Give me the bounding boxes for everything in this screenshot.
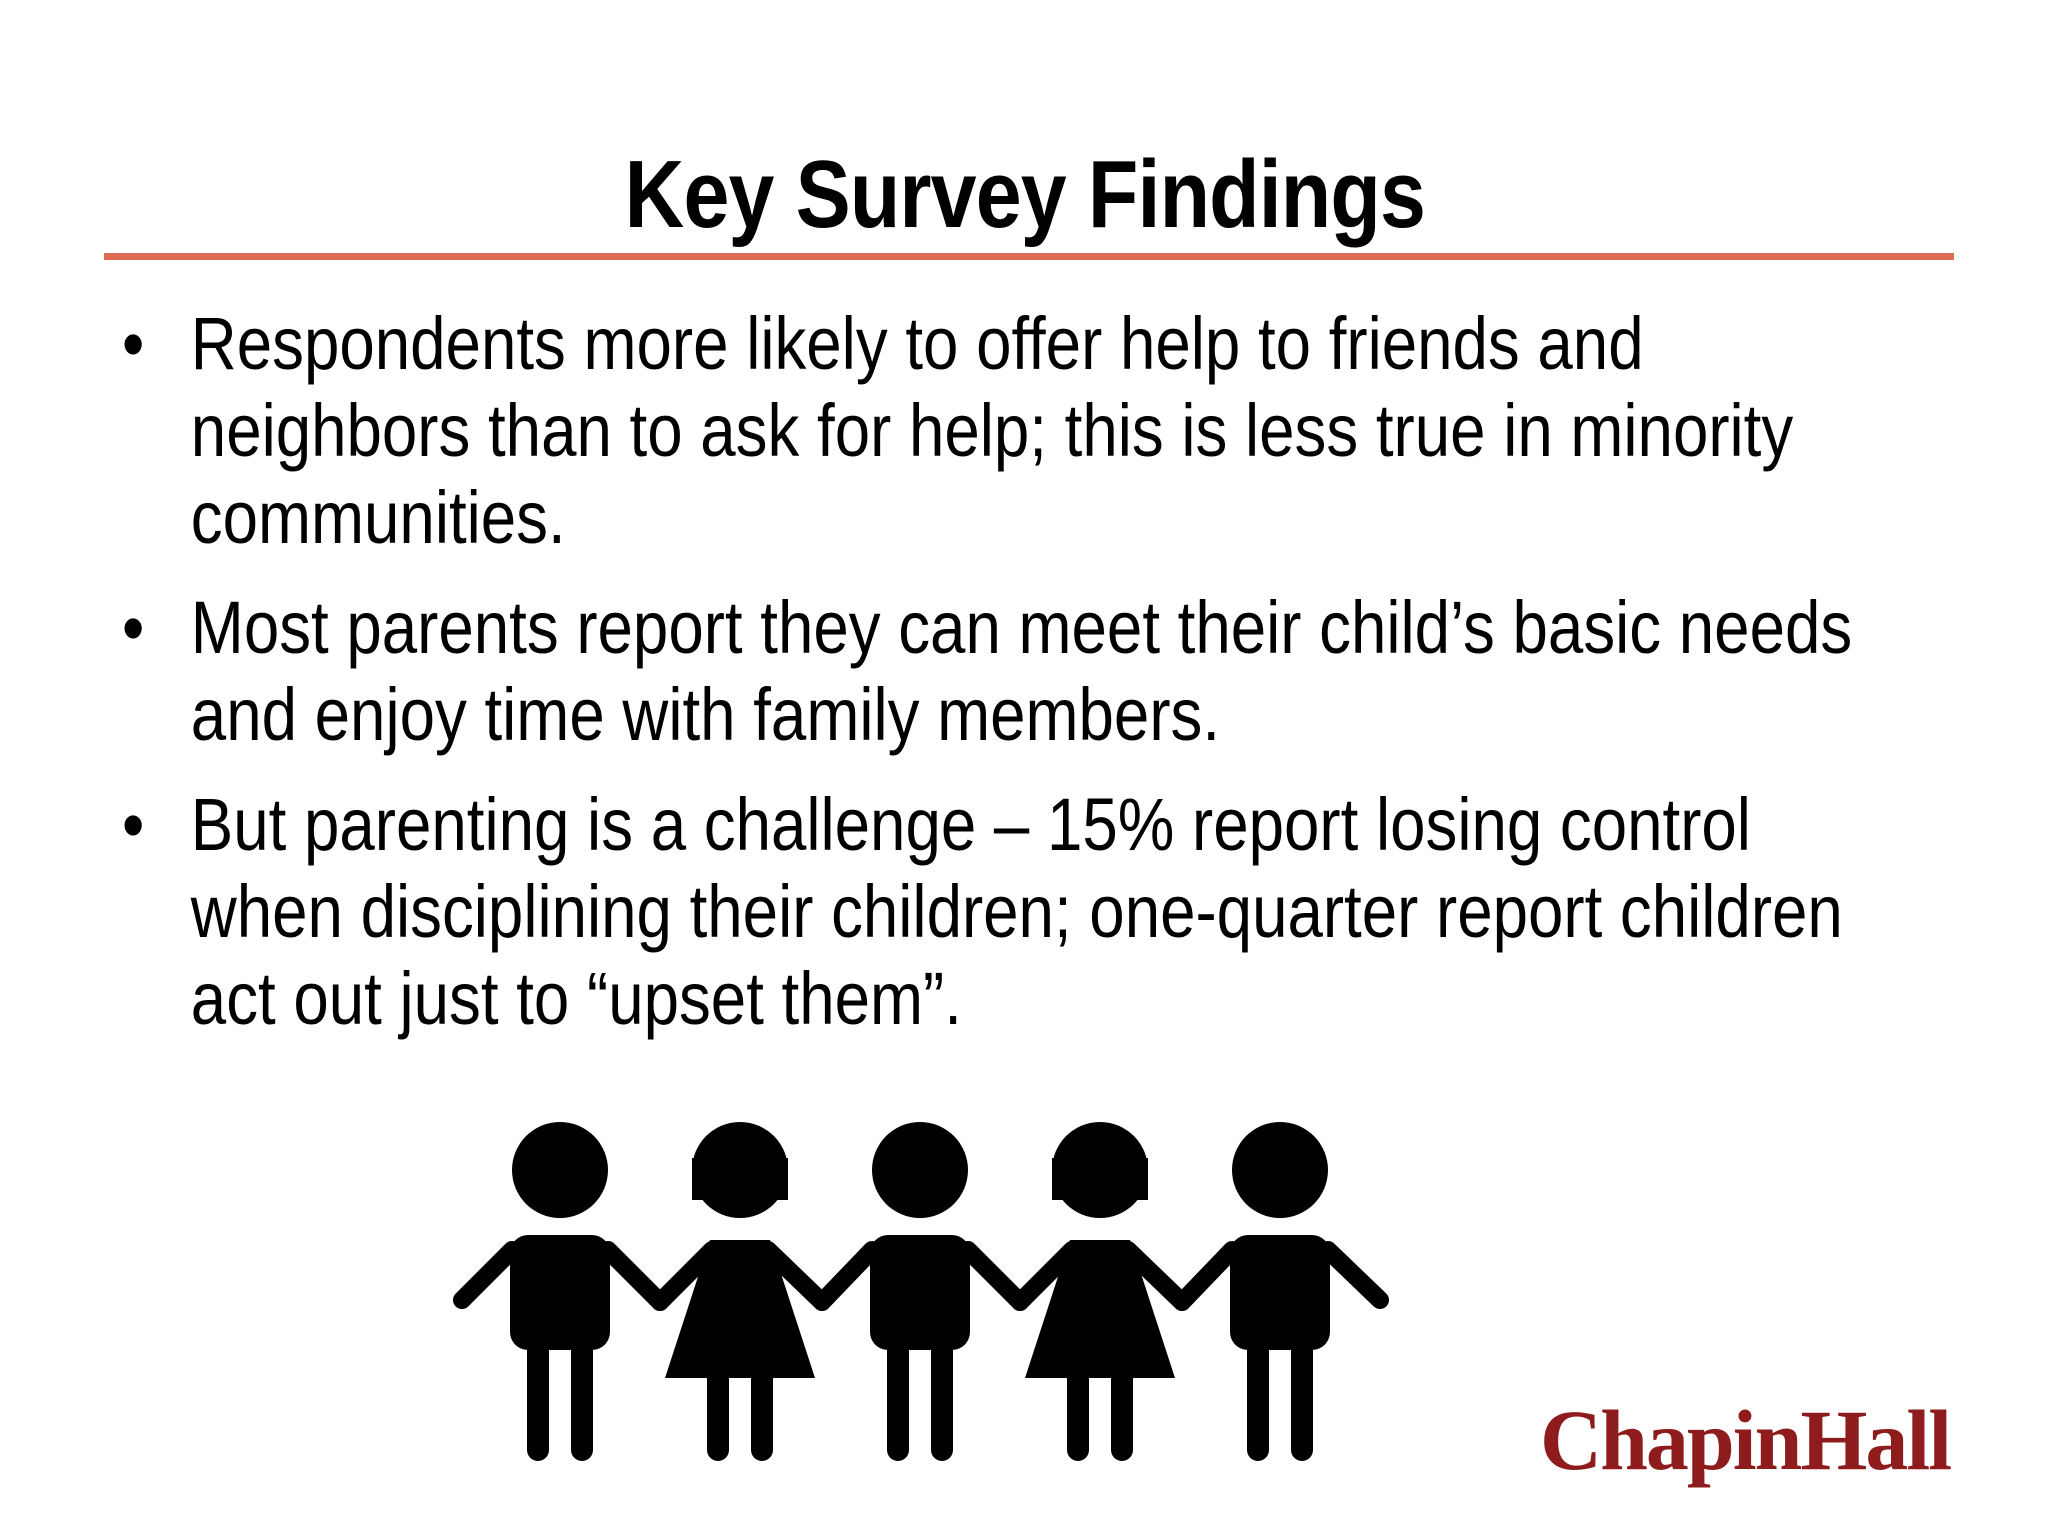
bullet-list (122, 300, 1853, 1065)
bullet-text-line: neighbors than to ask for help; this is less true in minority (190, 389, 1794, 472)
bullet-marker: • (122, 586, 145, 669)
bullet-item (122, 300, 1794, 561)
girl-figure-icon (660, 1122, 822, 1450)
bullet-text-line: Respondents more likely to offer help to friends and (190, 302, 1644, 385)
chapin-hall-logo: ChapinHall (1540, 1392, 1951, 1488)
girl-figure-icon (1020, 1122, 1182, 1450)
boy-figure-icon (462, 1122, 660, 1450)
title-divider (104, 253, 1954, 260)
boy-figure-icon (1182, 1122, 1380, 1450)
bullet-marker: • (122, 302, 145, 385)
children-holding-hands-icon (450, 1110, 1400, 1470)
bullet-marker: • (122, 783, 145, 866)
boy-figure-icon (822, 1122, 1020, 1450)
bullet-text-line: communities. (190, 476, 566, 559)
bullet-item (122, 584, 1853, 758)
bullet-item (122, 781, 1843, 1042)
bullet-text-line: and enjoy time with family members. (190, 673, 1221, 756)
slide-title: Key Survey Findings (624, 141, 1425, 248)
bullet-text-line: But parenting is a challenge – 15% report losing control (190, 783, 1751, 866)
bullet-text-line: when disciplining their children; one-quarter report children (190, 870, 1843, 953)
bullet-text-line: act out just to “upset them”. (190, 957, 962, 1040)
bullet-text-line: Most parents report they can meet their child’s basic needs (190, 586, 1853, 669)
